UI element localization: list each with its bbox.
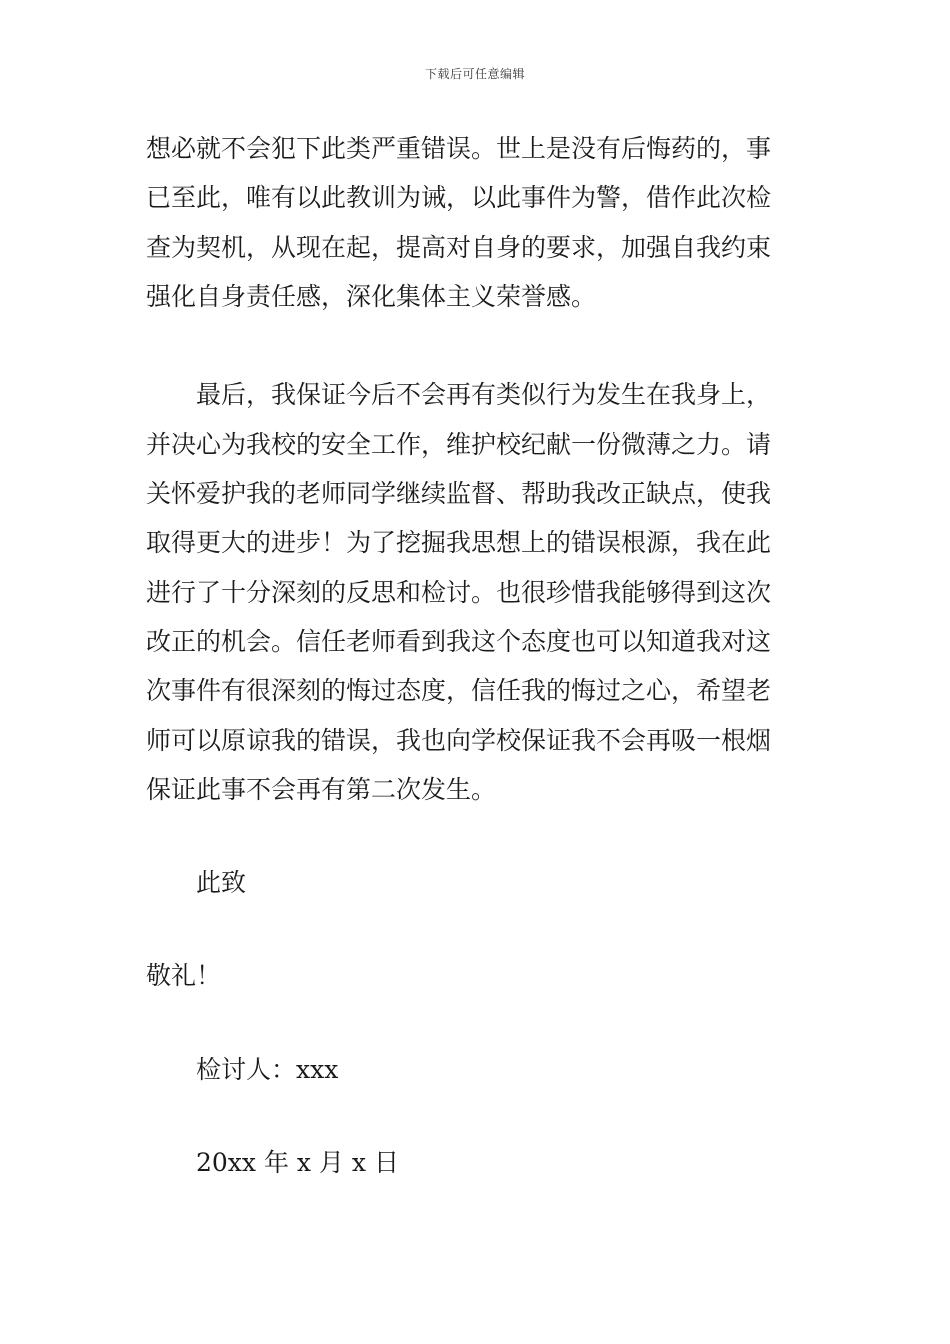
signature-date: 20xx 年 x 月 x 日 xyxy=(196,1148,399,1178)
paragraph-spacer xyxy=(146,814,806,858)
paragraph-spacer xyxy=(146,1001,806,1045)
paragraph-1-line-2: 已至此，唯有以此教训为诫，以此事件为警，借作此次检 xyxy=(146,183,772,213)
paragraph-2-line-1: 最后，我保证今后不会再有类似行为发生在我身上， xyxy=(196,380,772,410)
document-body xyxy=(146,124,806,1187)
signature: 检讨人：xxx xyxy=(196,1054,339,1084)
paragraph-2-line-7: 次事件有很深刻的悔过态度，信任我的悔过之心，希望老 xyxy=(146,676,772,706)
paragraph-1 xyxy=(146,124,806,321)
paragraph-1-line-4: 强化自身责任感，深化集体主义荣誉感。 xyxy=(146,281,597,311)
paragraph-2-line-6: 改正的机会。信任老师看到我这个态度也可以知道我对这 xyxy=(146,626,772,656)
paragraph-2-line-3: 关怀爱护我的老师同学继续监督、帮助我改正缺点，使我 xyxy=(146,479,772,509)
paragraph-1-line-3: 查为契机，从现在起，提高对自身的要求，加强自我约束 xyxy=(146,232,772,262)
paragraph-2-line-2: 并决心为我校的安全工作，维护校纪献一份微薄之力。请 xyxy=(146,429,772,459)
paragraph-2 xyxy=(146,370,806,814)
paragraph-spacer xyxy=(146,1094,806,1138)
paragraph-2-line-5: 进行了十分深刻的反思和检讨。也很珍惜我能够得到这次 xyxy=(146,577,772,607)
closing-salutation: 此致 xyxy=(196,868,247,898)
paragraph-spacer xyxy=(146,321,806,370)
closing-regards: 敬礼！ xyxy=(146,961,222,991)
paragraph-spacer xyxy=(146,907,806,951)
paragraph-2-line-4: 取得更大的进步！为了挖掘我思想上的错误根源，我在此 xyxy=(146,528,772,558)
paragraph-2-line-8: 师可以原谅我的错误，我也向学校保证我不会再吸一根烟 xyxy=(146,725,772,755)
paragraph-1-line-1: 想必就不会犯下此类严重错误。世上是没有后悔药的，事 xyxy=(146,134,772,163)
page-header: 下载后可任意编辑 xyxy=(424,67,525,81)
paragraph-2-line-9: 保证此事不会再有第二次发生。 xyxy=(146,774,497,804)
